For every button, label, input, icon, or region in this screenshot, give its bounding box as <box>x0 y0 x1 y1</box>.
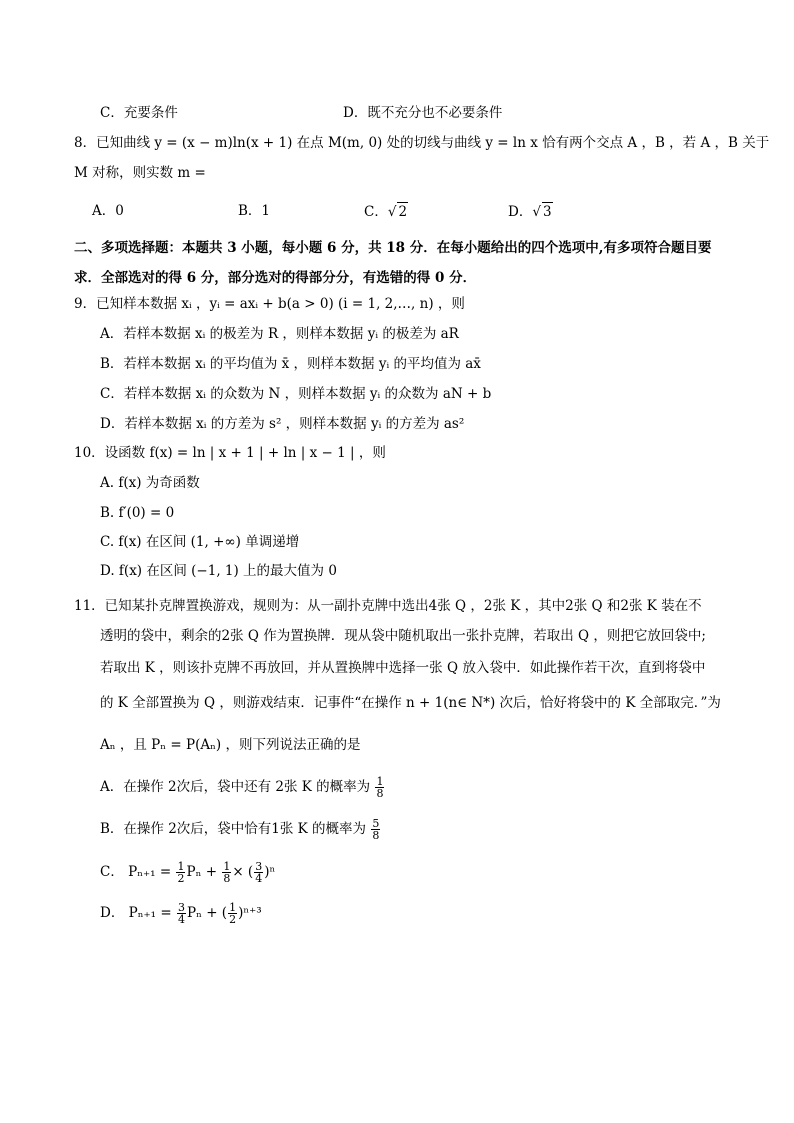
fraction-denominator: 4 <box>255 872 263 885</box>
fraction <box>371 818 380 841</box>
q7-option-d: D．既不充分也不必要条件 <box>343 105 503 121</box>
q11-stem-line2: 透明的袋中，剩余的2张 Q 作为置换牌．现从袋中随机取出一张扑克牌，若取出 Q ，则把它放回袋中; <box>100 628 706 644</box>
q10-option-d: D. f(x) 在区间 (−1, 1) 上的最大值为 0 <box>100 563 337 579</box>
q8-option-c-radicand: 2 <box>398 204 408 220</box>
q11-option-c <box>100 861 275 884</box>
q11-stem-line4: 的 K 全部置换为 Q ，则游戏结束．记事件“在操作 n + 1(n∈ N*) 次后，恰好将袋中的 K 全部取完．”为 <box>100 695 721 711</box>
section2-instructions: 求．全部选对的得 6 分，部分选对的得部分分，有选错的得 0 分． <box>74 270 477 286</box>
q11-option-d-mid: Pₙ + ( <box>186 905 228 921</box>
q9-option-c: C．若样本数据 xᵢ 的众数为 N ，则样本数据 yᵢ 的众数为 aN + b <box>100 386 492 402</box>
q11-option-a <box>100 776 385 799</box>
q10-option-c: C. f(x) 在区间 (1, +∞) 单调递增 <box>100 534 300 550</box>
fraction-numerator: 1 <box>177 860 185 873</box>
fraction-numerator: 3 <box>177 901 185 914</box>
q11-option-d-prefix: D． Pₙ₊₁ = <box>100 905 172 921</box>
fraction-denominator: 2 <box>177 872 185 885</box>
fraction-numerator: 1 <box>223 860 231 873</box>
q11-option-a-text: A．在操作 2次后，袋中还有 2张 K 的概率为 <box>100 779 371 795</box>
q9-option-a: A．若样本数据 xᵢ 的极差为 R ，则样本数据 yᵢ 的极差为 aR <box>100 326 459 342</box>
fraction <box>177 902 186 925</box>
q8-stem-line1: 8．已知曲线 y = (x − m)ln(x + 1) 在点 M(m, 0) 处的切线与曲线 y = ln x 恰有两个交点 A ，B ，若 A ，B 关于 <box>74 135 770 151</box>
q11-option-b-text: B．在操作 2次后，袋中恰有1张 K 的概率为 <box>100 821 367 837</box>
fraction <box>176 861 185 884</box>
q11-option-c-mid: Pₙ + <box>186 864 218 880</box>
q9-option-b: B．若样本数据 xᵢ 的平均值为 x̄ ，则样本数据 yᵢ 的平均值为 ax̄ <box>100 356 481 372</box>
fraction-numerator: 5 <box>372 817 380 830</box>
fraction <box>254 861 263 884</box>
fraction <box>228 902 237 925</box>
section2-heading: 二、多项选择题：本题共 3 小题，每小题 6 分，共 18 分．在每小题给出的四个选项中,有多项符合题目要 <box>74 240 712 256</box>
q8-option-b: B．1 <box>238 203 271 219</box>
q7-option-c: C．充要条件 <box>100 105 178 121</box>
q11-option-d-end: )ⁿ⁺³ <box>238 905 262 921</box>
q8-option-d-prefix: D． <box>508 204 533 220</box>
q8-option-d <box>508 202 553 221</box>
fraction-numerator: 3 <box>255 860 263 873</box>
q10-option-b: B. f′(0) = 0 <box>100 505 175 521</box>
q8-stem-line2: M 对称，则实数 m = <box>74 165 206 181</box>
q11-option-c-prefix: C． Pₙ₊₁ = <box>100 864 172 880</box>
q9-stem: 9．已知样本数据 xᵢ ，yᵢ = axᵢ + b(a > 0) (i = 1, 2,…, n) ，则 <box>74 296 465 312</box>
q8-option-a: A．0 <box>92 203 124 219</box>
fraction-numerator: 1 <box>229 901 237 914</box>
q8-option-c <box>364 202 408 221</box>
q11-option-d <box>100 902 262 925</box>
q11-option-b <box>100 818 381 841</box>
sqrt-symbol: √ <box>387 204 397 220</box>
q11-stem-line1: 11．已知某扑克牌置换游戏，规则为：从一副扑克牌中选出4张 Q ，2张 K ，其中2张 Q 和2张 K 装在不 <box>74 598 702 614</box>
q10-stem: 10．设函数 f(x) = ln | x + 1 | + ln | x − 1 | ，则 <box>74 445 386 461</box>
q11-option-c-end: )ⁿ <box>264 864 276 880</box>
fraction-numerator: 1 <box>376 775 384 788</box>
q11-stem-line5: Aₙ ，且 Pₙ = P(Aₙ) ，则下列说法正确的是 <box>100 737 361 753</box>
fraction-denominator: 8 <box>372 829 380 842</box>
q11-stem-line3: 若取出 K ，则该扑克牌不再放回，并从置换牌中选择一张 Q 放入袋中．如此操作若干次，直到将袋中 <box>100 660 706 676</box>
q9-option-d: D．若样本数据 xᵢ 的方差为 s² ，则样本数据 yᵢ 的方差为 as² <box>100 416 465 432</box>
fraction-denominator: 4 <box>177 913 185 926</box>
fraction-denominator: 2 <box>229 913 237 926</box>
fraction <box>222 861 231 884</box>
fraction <box>375 776 384 799</box>
fraction-denominator: 8 <box>376 787 384 800</box>
q11-option-c-mid2: × ( <box>232 864 254 880</box>
sqrt-symbol: √ <box>532 204 541 220</box>
q10-option-a: A. f(x) 为奇函数 <box>100 475 200 491</box>
q8-option-d-radicand: 3 <box>542 204 552 220</box>
q8-option-c-prefix: C． <box>364 204 388 220</box>
fraction-denominator: 8 <box>223 872 231 885</box>
